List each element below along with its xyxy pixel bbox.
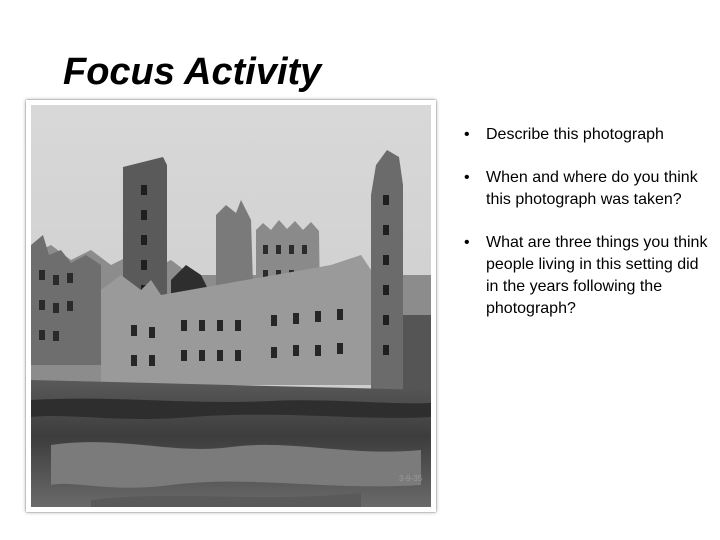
question-text: Describe this photograph — [486, 126, 664, 143]
photograph-frame — [26, 100, 436, 512]
ruined-buildings-photo — [31, 105, 431, 507]
question-text: What are three things you think people living in this setting did in the years following the photograph? — [486, 234, 708, 317]
photo-corner-mark: 3-9-35 — [399, 474, 423, 483]
bullet-icon: • — [464, 169, 470, 186]
question-item-2 — [460, 167, 710, 211]
question-list — [460, 124, 710, 341]
bullet-icon: • — [464, 126, 470, 143]
bullet-icon: • — [464, 234, 470, 251]
question-item-3 — [460, 232, 710, 320]
question-item-1 — [460, 124, 710, 146]
slide-title: Focus Activity — [63, 51, 322, 93]
question-text: When and where do you think this photograph was taken? — [486, 169, 698, 208]
